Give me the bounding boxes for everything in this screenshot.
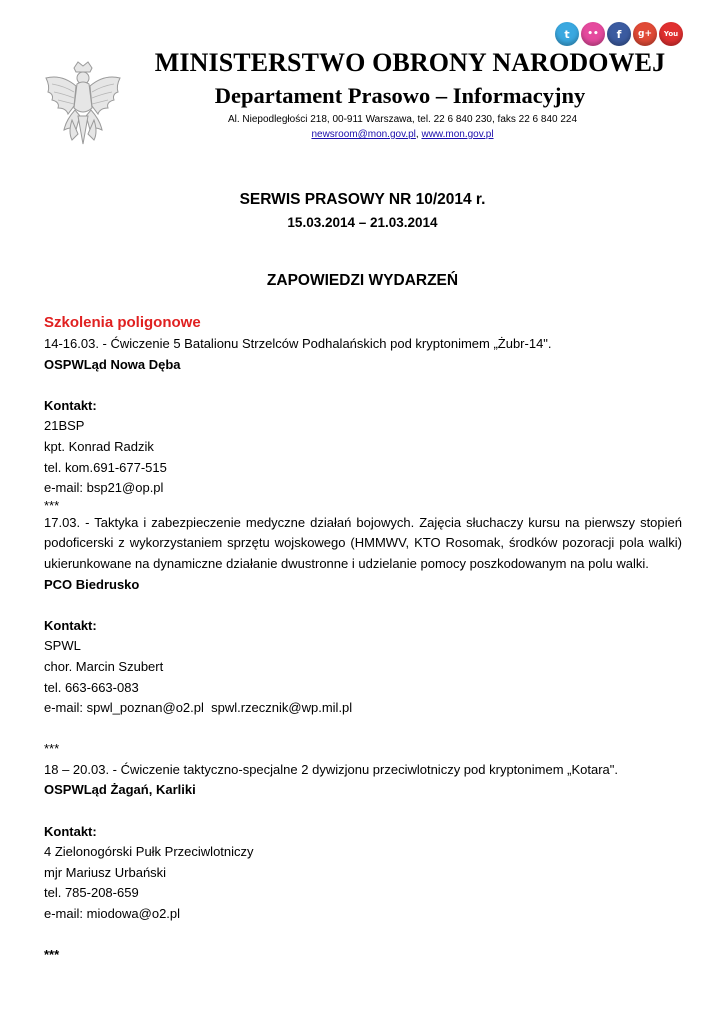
event-location: PCO Biedrusko	[44, 576, 140, 592]
link-separator: ,	[415, 129, 422, 140]
contact-person: chor. Marcin Szubert	[44, 658, 164, 674]
event-location: OSPWLąd Żagań, Karliki	[44, 782, 196, 798]
event-description: 18 – 20.03. - Ćwiczenie taktyczno-specjalne 2 dywizjonu przeciwlotniczy pod kryptonimem „Kotara".	[44, 761, 618, 777]
contact-unit: 21BSP	[44, 418, 85, 434]
event-separator: ***	[44, 497, 60, 513]
event-separator: ***	[44, 947, 60, 963]
contact-email: e-mail: spwl_poznan@o2.pl spwl.rzecznik@wp.mil.pl	[44, 700, 353, 716]
event-description: 17.03. - Taktyka i zabezpieczenie medyczne działań bojowych. Zajęcia słuchaczy kursu na pierwszy stopień podoficerski z wykorzystaniem sprzętu wojskowego (HMMWV, KTO Rosomak, środków pozoracji pola walki) ukierunkowane na dynamiczne działanie dwustronne i udzielanie pomocy poszkodowanym na polu walki.	[44, 514, 682, 571]
google-plus-icon[interactable]: g+	[633, 22, 657, 46]
contact-links	[130, 129, 675, 140]
contact-label: Kontakt:	[44, 397, 97, 413]
youtube-icon[interactable]: You	[659, 22, 683, 46]
email-link[interactable]: newsroom@mon.gov.pl	[311, 129, 416, 140]
contact-label: Kontakt:	[44, 617, 97, 633]
event-location: OSPWLąd Nowa Dęba	[44, 356, 181, 372]
event-description: 14-16.03. - Ćwiczenie 5 Batalionu Strzelców Podhalańskich pod kryptonimem „Żubr-14".	[44, 336, 552, 351]
eagle-emblem-icon	[42, 60, 124, 146]
event-separator: ***	[44, 741, 60, 757]
press-service-dates: 15.03.2014 – 21.03.2014	[287, 215, 438, 230]
section-heading: ZAPOWIEDZI WYDARZEŃ	[266, 272, 459, 289]
press-service-title: SERWIS PRASOWY NR 10/2014 r.	[239, 191, 486, 208]
website-link[interactable]: www.mon.gov.pl	[421, 129, 494, 140]
department-subtitle: Departament Prasowo – Informacyjny	[214, 83, 586, 108]
contact-person: mjr Mariusz Urbański	[44, 864, 167, 880]
social-icons	[555, 22, 683, 46]
flickr-icon[interactable]: ••	[581, 22, 605, 46]
contact-phone: tel. 663-663-083	[44, 679, 139, 695]
events-content	[44, 312, 682, 966]
twitter-icon[interactable]: t	[555, 22, 579, 46]
contact-unit: SPWL	[44, 638, 81, 654]
address-line: Al. Niepodległości 218, 00-911 Warszawa, tel. 22 6 840 230, faks 22 6 840 224	[227, 114, 578, 125]
contact-unit: 4 Zielonogórski Pułk Przeciwlotniczy	[44, 844, 254, 860]
contact-person: kpt. Konrad Radzik	[44, 438, 154, 454]
category-title: Szkolenia poligonowe	[44, 314, 201, 331]
ministry-title: MINISTERSTWO OBRONY NARODOWEJ	[154, 48, 666, 77]
contact-label: Kontakt:	[44, 823, 97, 839]
contact-email: e-mail: bsp21@op.pl	[44, 480, 164, 496]
contact-email: e-mail: miodowa@o2.pl	[44, 906, 181, 922]
facebook-icon[interactable]: f	[607, 22, 631, 46]
contact-phone: tel. 785-208-659	[44, 885, 139, 901]
contact-phone: tel. kom.691-677-515	[44, 459, 167, 475]
